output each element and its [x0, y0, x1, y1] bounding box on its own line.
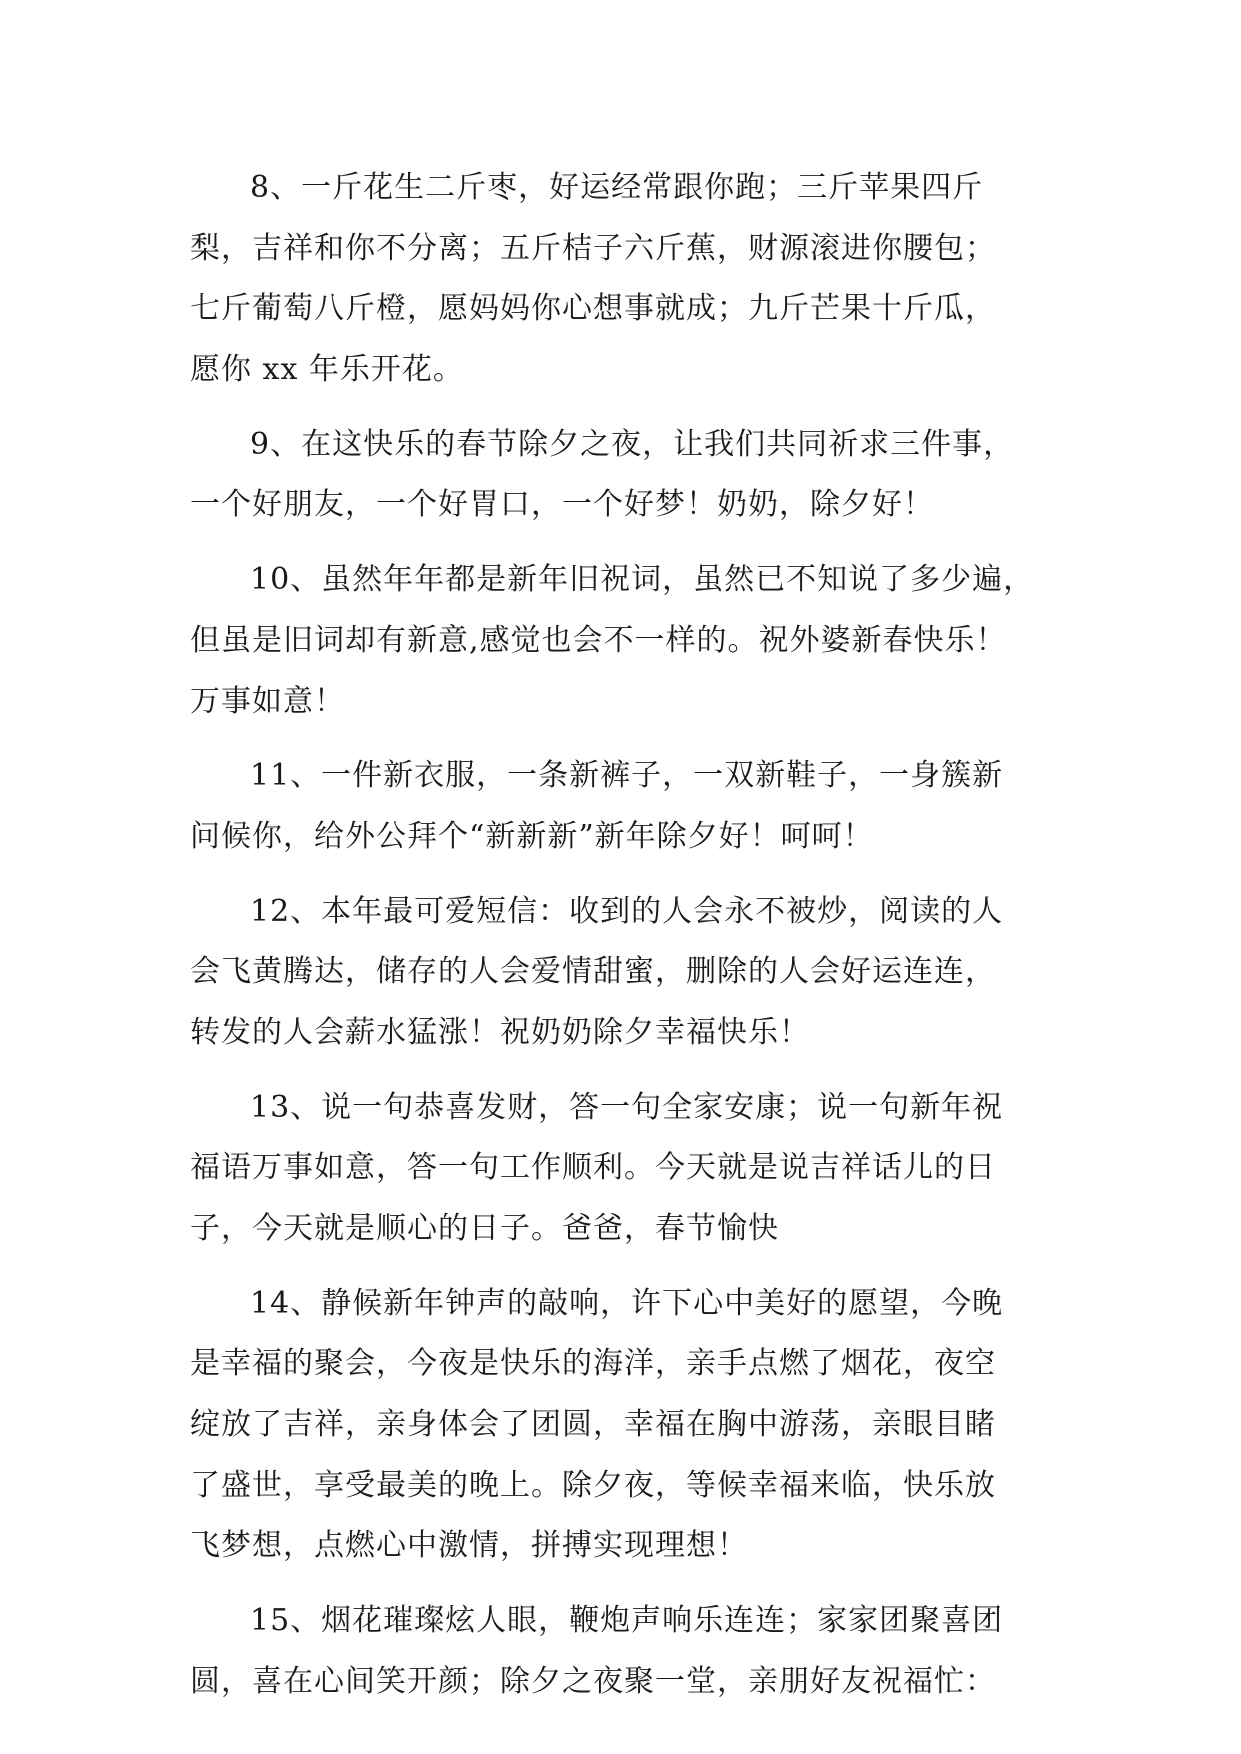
paragraph-line: 转发的人会薪水猛涨！祝奶奶除夕幸福快乐！	[190, 1014, 810, 1050]
paragraph-line: 福语万事如意，答一句工作顺利。今天就是说吉祥话儿的日	[190, 1150, 996, 1186]
paragraph-spacer	[190, 1577, 1070, 1591]
paragraph-line: 一个好朋友，一个好胃口，一个好梦！奶奶，除夕好！	[190, 487, 934, 523]
paragraph-line: 梨，吉祥和你不分离；五斤桔子六斤蕉，财源滚进你腰包；	[190, 230, 996, 266]
paragraph-line: 问候你，给外公拜个“新新新”新年除夕好！呵呵！	[190, 818, 874, 854]
paragraph-spacer	[190, 732, 1070, 746]
paragraph-13	[190, 1078, 1070, 1260]
paragraph-line: 圆，喜在心间笑开颜；除夕之夜聚一堂，亲朋好友祝福忙：	[190, 1663, 996, 1699]
paragraph-line: 万事如意！	[190, 683, 345, 719]
paragraph-line: 会飞黄腾达，储存的人会爱情甜蜜，删除的人会好运连连，	[190, 954, 996, 990]
paragraph-line: 但虽是旧词却有新意,感觉也会不一样的。祝外婆新春快乐！	[190, 622, 1007, 658]
paragraph-line: 子，今天就是顺心的日子。爸爸，春节愉快	[190, 1211, 779, 1246]
paragraph-line: 绽放了吉祥，亲身体会了团圆，幸福在胸中游荡，亲眼目睹	[190, 1407, 996, 1443]
paragraph-15	[190, 1591, 1070, 1712]
paragraph-line: 是幸福的聚会，今夜是快乐的海洋，亲手点燃了烟花，夜空	[190, 1346, 996, 1382]
paragraph-line: 13、说一句恭喜发财，答一句全家安康；说一句新年祝	[250, 1089, 1004, 1125]
paragraph-line: 飞梦想，点燃心中激情，拼搏实现理想！	[190, 1528, 748, 1564]
paragraph-14	[190, 1274, 1070, 1577]
paragraph-line: 10、虽然年年都是新年旧祝词，虽然已不知说了多少遍，	[250, 562, 1035, 598]
paragraph-line: 11、一件新衣服，一条新裤子，一双新鞋子，一身簇新	[250, 758, 1004, 794]
paragraph-10	[190, 550, 1070, 732]
paragraph-9	[190, 415, 1070, 536]
paragraph-line: 12、本年最可爱短信：收到的人会永不被炒，阅读的人	[250, 893, 1004, 929]
paragraph-spacer	[190, 1064, 1070, 1078]
paragraph-line: 愿你 xx 年乐开花。	[190, 352, 464, 388]
paragraph-line: 15、烟花璀璨炫人眼，鞭炮声响乐连连；家家团聚喜团	[250, 1603, 1004, 1639]
paragraph-spacer	[190, 868, 1070, 882]
document-body	[190, 158, 1070, 1713]
paragraph-8	[190, 158, 1070, 401]
paragraph-spacer	[190, 401, 1070, 415]
paragraph-line: 8、一斤花生二斤枣，好运经常跟你跑；三斤苹果四斤	[250, 170, 984, 205]
paragraph-line: 9、在这快乐的春节除夕之夜，让我们共同祈求三件事，	[250, 426, 1015, 462]
paragraph-12	[190, 882, 1070, 1064]
paragraph-spacer	[190, 536, 1070, 550]
paragraph-11	[190, 746, 1070, 867]
paragraph-spacer	[190, 1260, 1070, 1274]
paragraph-line: 七斤葡萄八斤橙，愿妈妈你心想事就成；九斤芒果十斤瓜，	[190, 291, 996, 327]
paragraph-line: 了盛世，享受最美的晚上。除夕夜，等候幸福来临，快乐放	[190, 1467, 996, 1503]
paragraph-line: 14、静候新年钟声的敲响，许下心中美好的愿望，今晚	[250, 1285, 1004, 1321]
